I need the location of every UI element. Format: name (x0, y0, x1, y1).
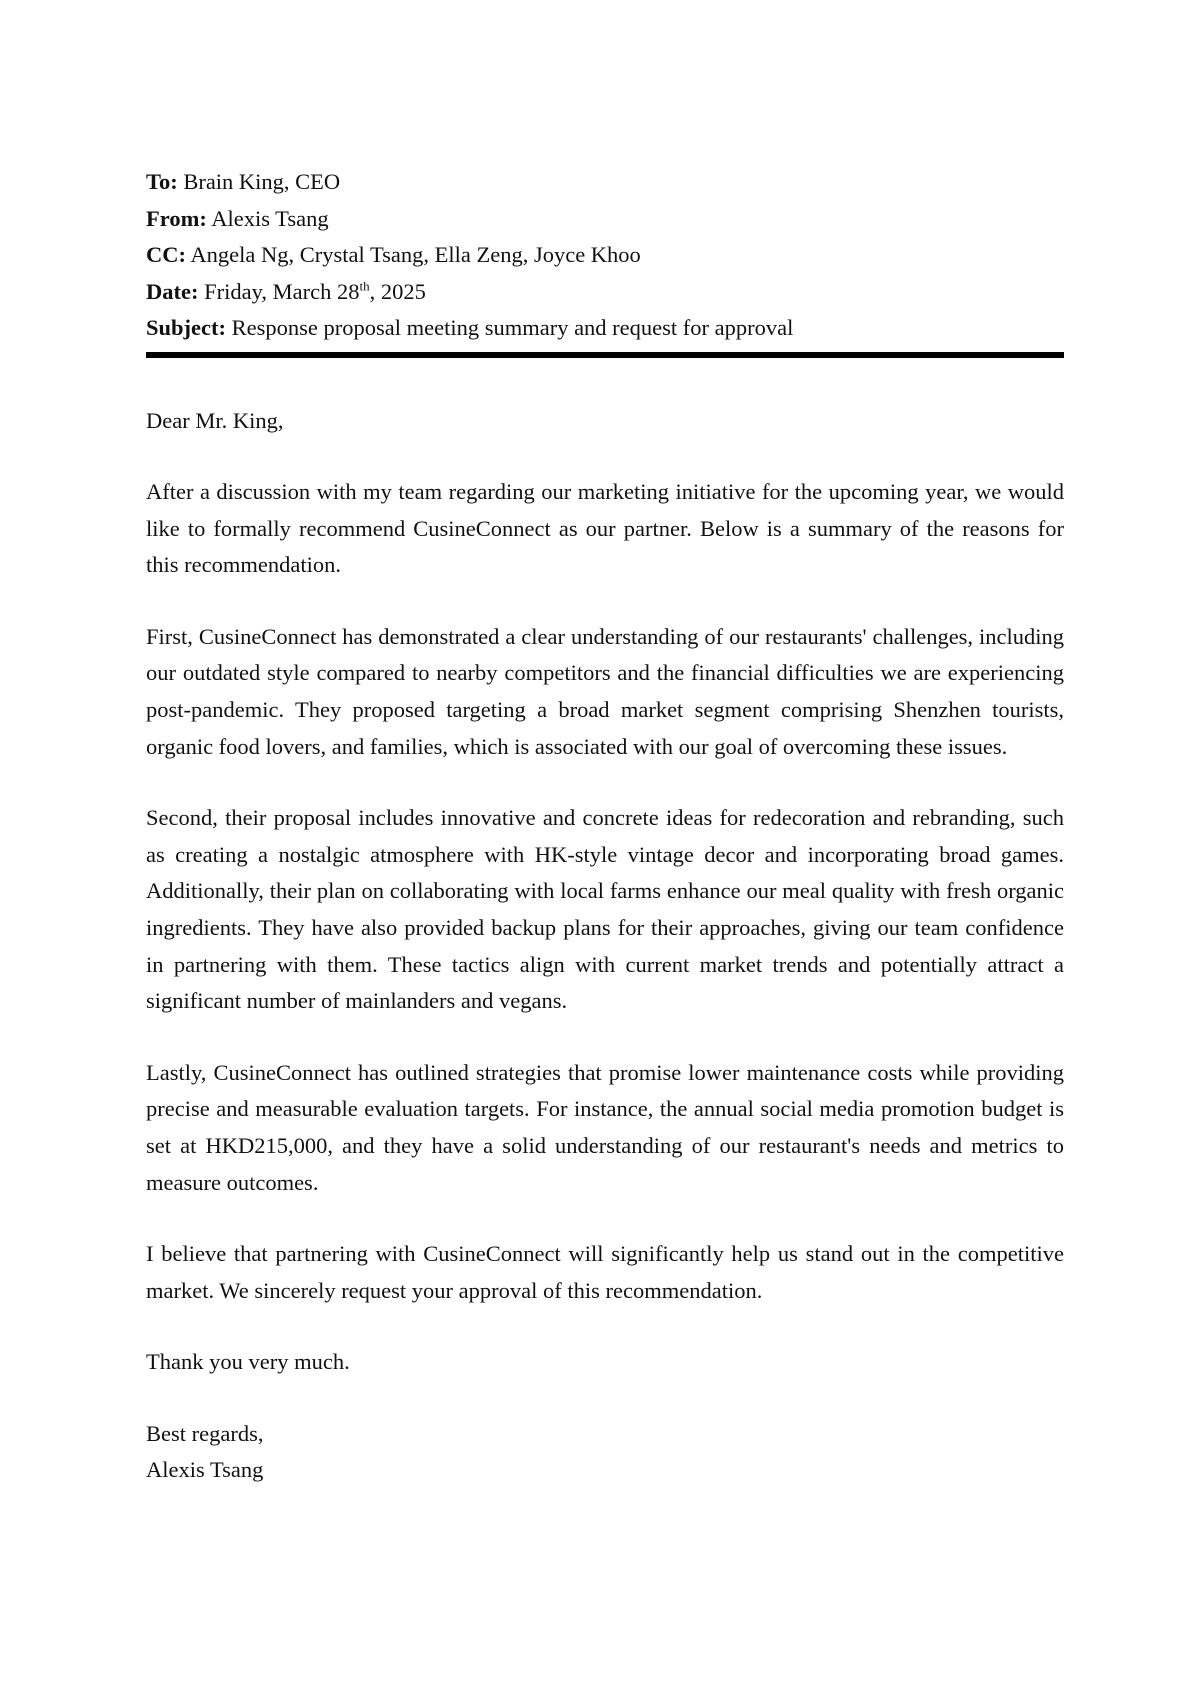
memo-to-value: Brain King, CEO (183, 169, 341, 194)
memo-date-prefix: Friday, March 28 (204, 278, 360, 304)
closing-block (146, 1416, 1064, 1489)
memo-cc-line (146, 237, 1064, 274)
memo-content (146, 164, 1064, 1489)
memo-from-label: From: (146, 205, 207, 231)
memo-date-label: Date: (146, 278, 199, 304)
memo-subject-line (146, 310, 1064, 347)
paragraph-request: I believe that partnering with CusineConnect will significantly help us stand out in the competitive market. We sincerely request your approval of this recommendation. (146, 1241, 1064, 1303)
memo-date-superscript: th (359, 278, 370, 293)
memo-date-suffix: , 2025 (369, 278, 426, 304)
memo-to-label: To: (146, 169, 178, 194)
memo-subject-label: Subject: (146, 315, 226, 340)
header-divider (146, 352, 1064, 358)
paragraph-third-reason: Lastly, CusineConnect has outlined strategies that promise lower maintenance costs while providing precise and measurable evaluation targets. For instance, the annual social media promotion budget is set at HKD215,000, and they have a solid understanding of our restaurant's needs and metrics to measure outcomes. (146, 1059, 1064, 1195)
memo-to-line (146, 164, 1064, 201)
paragraph-second-reason: Second, their proposal includes innovative and concrete ideas for redecoration and rebranding, such as creating a nostalgic atmosphere with HK-style vintage decor and incorporating broad games. Additionally, their plan on collaborating with local farms enhance our meal quality with fresh organic ingredients. They have also provided backup plans for their approaches, giving our team confidence in partnering with them. These tactics align with current market trends and potentially attract a significant number of mainlanders and vegans. (146, 805, 1064, 1014)
paragraph-first-reason: First, CusineConnect has demonstrated a clear understanding of our restaurants' challenges, including our outdated style compared to nearby competitors and the financial difficulties we are experiencing post-pandemic. They proposed targeting a broad market segment comprising Shenzhen tourists, organic food lovers, and families, which is associated with our goal of overcoming these issues. (146, 623, 1064, 759)
paragraph-intro: After a discussion with my team regarding our marketing initiative for the upcoming year, we would like to formally recommend CusineConnect as our partner. Below is a summary of the reasons for this recommendation. (146, 479, 1064, 578)
signature-name: Alexis Tsang (146, 1457, 264, 1483)
paragraph-thanks: Thank you very much. (146, 1349, 350, 1375)
closing-phrase: Best regards, (146, 1420, 264, 1446)
memo-from-line (146, 201, 1064, 238)
memo-cc-value: Angela Ng, Crystal Tsang, Ella Zeng, Joyce Khoo (190, 242, 641, 267)
memo-subject-value: Response proposal meeting summary and request for approval (231, 315, 794, 340)
memo-date-line (146, 274, 1064, 311)
memo-cc-label: CC: (146, 242, 186, 267)
memo-from-value: Alexis Tsang (211, 205, 329, 231)
salutation: Dear Mr. King, (146, 407, 284, 433)
